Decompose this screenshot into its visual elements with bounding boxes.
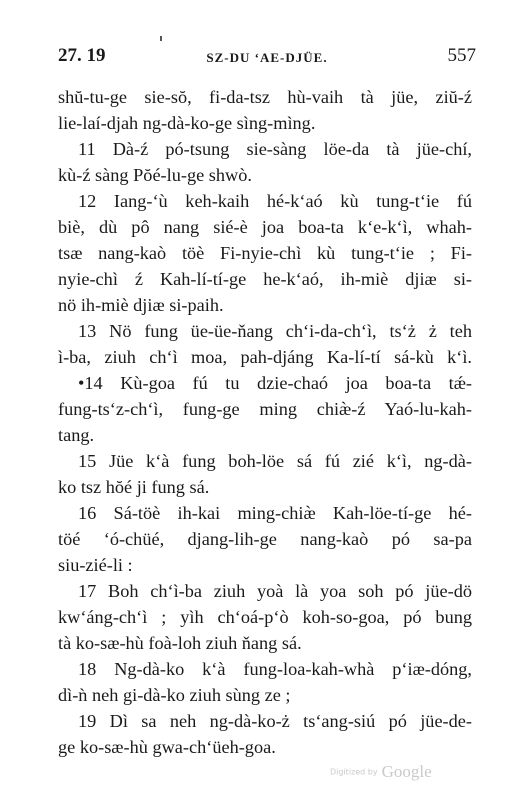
text-line: ge ko-sæ-hù gwa-ch‘üeh-goa. <box>58 737 276 757</box>
scripture-text <box>58 84 472 760</box>
verse-line: 16 Sá-töè ih-kai ming-chiæ̀ Kah-löe-tí-ge hé- <box>78 503 472 523</box>
google-logo: Google <box>381 762 432 781</box>
text-line: dì-ǹ neh gi-dà-ko ziuh sùng ze ; <box>58 685 291 705</box>
verse-line: 13 Nö fung üe-üe-ňang ch‘i-da-ch‘ì, ts‘ż ż teh <box>78 321 472 341</box>
verse-line: •14 Kù-goa fú tu dzie-chaó joa boa-ta tǽ- <box>78 373 472 393</box>
text-line: ko tsz hŏé ji fung sá. <box>58 477 210 497</box>
text-line: kw‘áng-ch‘ì ; yìh ch‘oá-p‘ò koh-so-goa, pó bung <box>58 607 472 627</box>
verse-line: 19 Dì sa neh ng-dà-ko-ż ts‘ang-siú pó jüe-de- <box>78 711 472 731</box>
text-line: töé ‘ó-chüé, djang-lih-ge nang-kaò pó sa-pa <box>58 529 472 549</box>
running-head <box>58 44 476 68</box>
text-line: shŭ-tu-ge sie-sŏ, fi-da-tsz hù-vaih tà jüe, ziŭ-ź <box>58 87 472 107</box>
text-line: siu-zié-li : <box>58 555 133 575</box>
text-line: tsæ nang-kaò töè Fi-nyie-chì kù tung-t‘ie ; Fi- <box>58 243 472 263</box>
text-line: nö ih-miè djiæ si-paih. <box>58 295 224 315</box>
verse-line: 15 Jüe k‘à fung boh-löe sá fú zié k‘ì, ng-dà- <box>78 451 472 471</box>
verse-line: 18 Ng-dà-ko k‘à fung-loa-kah-whà p‘iæ-dóng, <box>78 659 472 679</box>
text-line: tang. <box>58 425 95 445</box>
digitization-watermark <box>330 762 440 784</box>
verse-line: 17 Boh ch‘ì-ba ziuh yoà là yoa soh pó jüe-dö <box>78 581 472 601</box>
text-line: ì-ba, ziuh ch‘ì moa, pah-djáng Ka-lí-tí sá-kù k‘ì. <box>58 347 472 367</box>
text-line: fung-ts‘z-ch‘ì, fung-ge ming chiæ̀-ź Yaó-lu-kah- <box>58 399 472 419</box>
text-line: kù-ź sàng Pŏé-lu-ge shwò. <box>58 165 252 185</box>
watermark-prefix: Digitized by <box>330 767 378 777</box>
book-title-header: SZ-DU ‘AE-DJÜE. <box>206 50 328 65</box>
page-number: 557 <box>447 45 476 66</box>
text-line: biè, dù pô nang sié-è joa boa-ta k‘e-k‘ì, whah- <box>58 217 472 237</box>
verse-line: 11 Dà-ź pó-tsung sie-sàng löe-da tà jüe-chí, <box>78 139 472 159</box>
text-line: lie-laí-djah ng-dà-ko-ge sìng-mìng. <box>58 113 316 133</box>
chapter-verse-reference: 27. 19 <box>58 45 106 66</box>
text-line: tà ko-sæ-hù foà-loh ziuh ňang sá. <box>58 633 302 653</box>
text-line: nyie-chì ź Kah-lí-tí-ge he-k‘aó, ih-miè djiæ si- <box>58 269 472 289</box>
verse-line: 12 Iang-‘ù keh-kaih hé-k‘aó kù tung-t‘ie fú <box>78 191 472 211</box>
print-speck <box>160 36 162 41</box>
